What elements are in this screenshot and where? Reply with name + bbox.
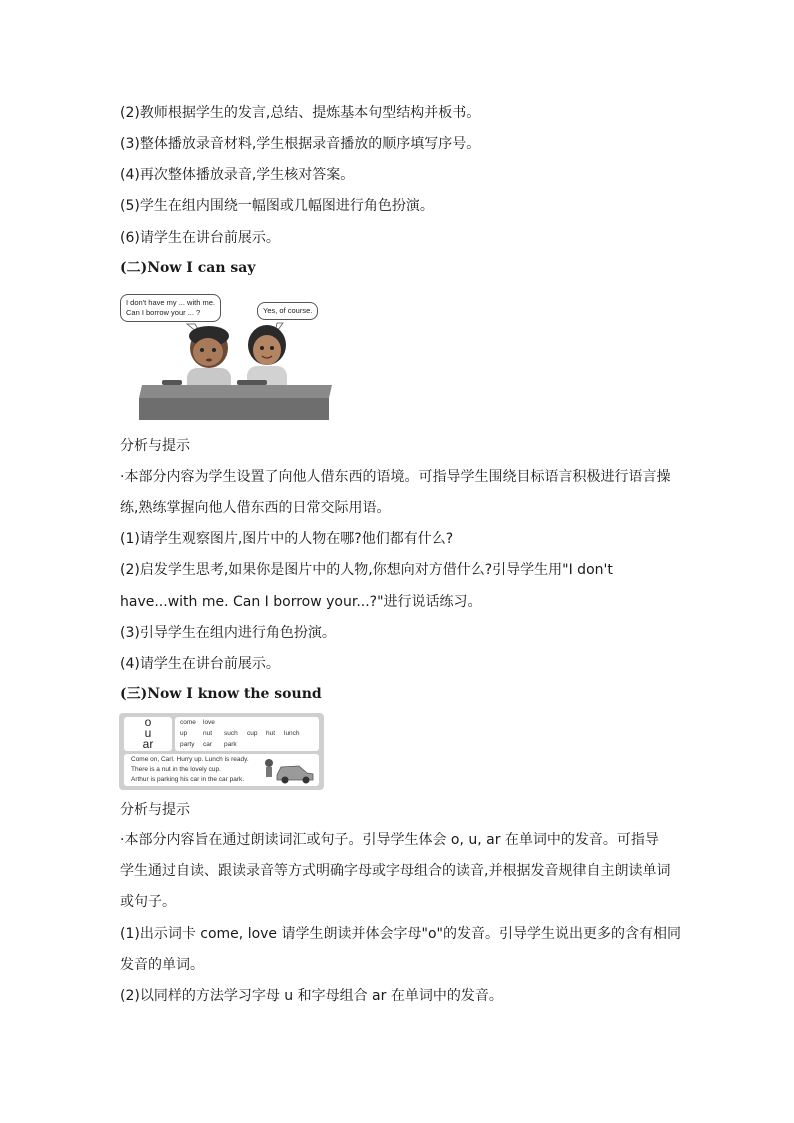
word: up (180, 730, 188, 737)
speech-bubble-girl (257, 302, 318, 320)
sound-letter: u (144, 726, 152, 740)
analysis-heading: 分析与提示 (120, 438, 190, 454)
speech-bubble-boy (120, 294, 221, 322)
phonics-card (119, 713, 324, 790)
text-line: (2)以同样的方法学习字母 u 和字母组合 ar 在单词中的发音。 (120, 988, 503, 1004)
text-line: (3)引导学生在组内进行角色扮演。 (120, 625, 336, 641)
text-line: (6)请学生在讲台前展示。 (120, 230, 280, 246)
section-heading-now-i-know-the-sound: (三)Now I know the sound (120, 686, 322, 702)
bubble-line: Can I borrow your ... ? (126, 308, 201, 317)
word: hut (266, 730, 276, 737)
text-line: 练,熟练掌握向他人借东西的日常交际用语。 (120, 500, 391, 516)
illustration-children-at-desk (117, 290, 337, 425)
bubble-line: Yes, of course. (263, 306, 313, 315)
text-line: ·本部分内容为学生设置了向他人借东西的语境。可指导学生围绕目标语言积极进行语言操 (120, 469, 671, 485)
text-line: (3)整体播放录音材料,学生根据录音播放的顺序填写序号。 (120, 136, 481, 152)
word: car (203, 741, 213, 748)
word: park (224, 741, 237, 748)
text-line: (1)请学生观察图片,图片中的人物在哪?他们都有什么? (120, 531, 454, 547)
text-line: (2)教师根据学生的发言,总结、提炼基本句型结构并板书。 (120, 105, 481, 121)
car-illustration (259, 755, 317, 785)
word: lunch (284, 730, 300, 737)
sentence: Come on, Carl. Hurry up. Lunch is ready. (131, 756, 249, 763)
text-line: (1)出示词卡 come, love 请学生朗读并体会字母"o"的发音。引导学生说出更多的含有相同 (120, 926, 681, 942)
text-line: (2)启发学生思考,如果你是图片中的人物,你想向对方借什么?引导学生用"I don't (120, 562, 613, 578)
sound-letter: o (144, 715, 152, 729)
word: love (203, 719, 215, 726)
text-line: ·本部分内容旨在通过朗读词汇或句子。引导学生体会 o, u, ar 在单词中的发音。可指导 (120, 832, 659, 848)
word: party (180, 741, 195, 748)
text-line: 学生通过自读、跟读录音等方式明确字母或字母组合的读音,并根据发音规律自主朗读单词 (120, 863, 671, 879)
sentence: There is a nut in the lovely cup. (131, 766, 221, 773)
sound-letter: ar (142, 737, 154, 751)
text-line: 发音的单词。 (120, 957, 204, 973)
word: such (224, 730, 238, 737)
text-line: (4)请学生在讲台前展示。 (120, 656, 280, 672)
text-line: 或句子。 (120, 894, 176, 910)
word: come (180, 719, 196, 726)
analysis-heading: 分析与提示 (120, 802, 190, 818)
text-line: (4)再次整体播放录音,学生核对答案。 (120, 167, 355, 183)
sentence: Arthur is parking his car in the car park. (131, 776, 245, 783)
section-heading-now-i-can-say: (二)Now I can say (120, 260, 256, 276)
word: cup (247, 730, 258, 737)
text-line: (5)学生在组内围绕一幅图或几幅图进行角色扮演。 (120, 198, 434, 214)
bubble-line: I don't have my ... with me. (126, 298, 215, 307)
word: nut (203, 730, 213, 737)
text-line: have...with me. Can I borrow your...?"进行说话练习。 (120, 594, 482, 610)
